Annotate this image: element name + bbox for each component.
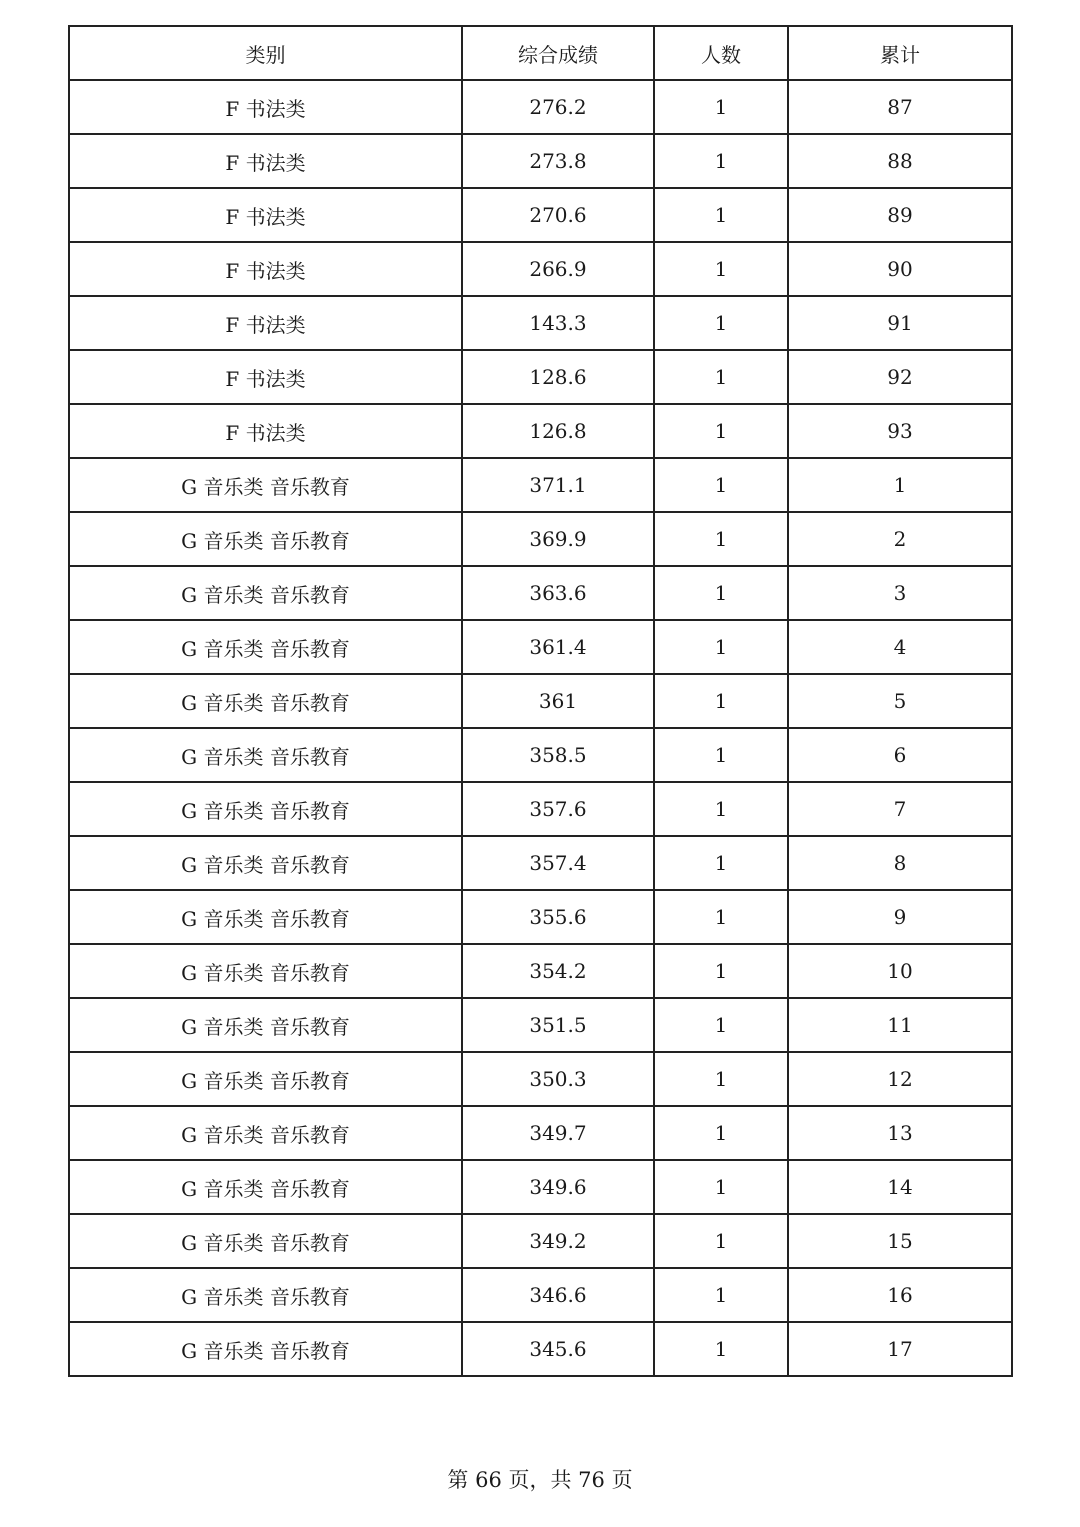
cell-count: 1 [654, 1160, 788, 1214]
cell-cumulative: 14 [788, 1160, 1012, 1214]
cell-cumulative: 87 [788, 80, 1012, 134]
cell-cumulative: 7 [788, 782, 1012, 836]
cell-category: G 音乐类 音乐教育 [69, 1322, 462, 1376]
cell-cumulative: 17 [788, 1322, 1012, 1376]
cell-cumulative: 13 [788, 1106, 1012, 1160]
table-row [69, 674, 1012, 728]
cell-category: F 书法类 [69, 296, 462, 350]
cell-count: 1 [654, 1268, 788, 1322]
table-row [69, 1106, 1012, 1160]
cell-count: 1 [654, 188, 788, 242]
cell-count: 1 [654, 1322, 788, 1376]
table-row [69, 620, 1012, 674]
cell-cumulative: 4 [788, 620, 1012, 674]
cell-cumulative: 9 [788, 890, 1012, 944]
cell-category: F 书法类 [69, 188, 462, 242]
table-header [69, 26, 1012, 80]
page-number: 第 66 页，共 76 页 [447, 1468, 633, 1492]
table-row [69, 134, 1012, 188]
cell-count: 1 [654, 944, 788, 998]
cell-cumulative: 3 [788, 566, 1012, 620]
cell-cumulative: 6 [788, 728, 1012, 782]
cell-count: 1 [654, 296, 788, 350]
table-row [69, 782, 1012, 836]
cell-cumulative: 90 [788, 242, 1012, 296]
cell-score: 143.3 [462, 296, 654, 350]
cell-score: 276.2 [462, 80, 654, 134]
cell-cumulative: 91 [788, 296, 1012, 350]
cell-count: 1 [654, 620, 788, 674]
cell-count: 1 [654, 1214, 788, 1268]
cell-count: 1 [654, 566, 788, 620]
cell-score: 349.7 [462, 1106, 654, 1160]
cell-category: G 音乐类 音乐教育 [69, 782, 462, 836]
table-row [69, 296, 1012, 350]
cell-category: G 音乐类 音乐教育 [69, 512, 462, 566]
cell-score: 346.6 [462, 1268, 654, 1322]
cell-cumulative: 88 [788, 134, 1012, 188]
table-row [69, 350, 1012, 404]
cell-cumulative: 2 [788, 512, 1012, 566]
cell-count: 1 [654, 512, 788, 566]
table-row [69, 404, 1012, 458]
cell-cumulative: 11 [788, 998, 1012, 1052]
score-table [68, 25, 1013, 1377]
table-row [69, 188, 1012, 242]
cell-count: 1 [654, 1052, 788, 1106]
cell-category: G 音乐类 音乐教育 [69, 1268, 462, 1322]
cell-score: 361 [462, 674, 654, 728]
cell-count: 1 [654, 890, 788, 944]
cell-score: 349.6 [462, 1160, 654, 1214]
cell-category: G 音乐类 音乐教育 [69, 458, 462, 512]
cell-score: 357.4 [462, 836, 654, 890]
cell-score: 350.3 [462, 1052, 654, 1106]
cell-count: 1 [654, 242, 788, 296]
cell-cumulative: 1 [788, 458, 1012, 512]
cell-score: 363.6 [462, 566, 654, 620]
cell-count: 1 [654, 134, 788, 188]
cell-cumulative: 89 [788, 188, 1012, 242]
cell-count: 1 [654, 350, 788, 404]
table-row [69, 1214, 1012, 1268]
cell-cumulative: 93 [788, 404, 1012, 458]
table-row [69, 728, 1012, 782]
cell-count: 1 [654, 1106, 788, 1160]
table-row [69, 80, 1012, 134]
cell-count: 1 [654, 80, 788, 134]
cell-count: 1 [654, 404, 788, 458]
cell-count: 1 [654, 674, 788, 728]
table-row [69, 1160, 1012, 1214]
cell-category: G 音乐类 音乐教育 [69, 1052, 462, 1106]
table-row [69, 242, 1012, 296]
cell-cumulative: 12 [788, 1052, 1012, 1106]
header-score: 综合成绩 [462, 26, 654, 80]
cell-count: 1 [654, 782, 788, 836]
cell-score: 345.6 [462, 1322, 654, 1376]
table-row [69, 836, 1012, 890]
cell-cumulative: 15 [788, 1214, 1012, 1268]
table-row [69, 1052, 1012, 1106]
table-body [69, 80, 1012, 1376]
cell-count: 1 [654, 458, 788, 512]
cell-category: G 音乐类 音乐教育 [69, 1214, 462, 1268]
cell-cumulative: 8 [788, 836, 1012, 890]
header-cumulative: 累计 [788, 26, 1012, 80]
header-category: 类别 [69, 26, 462, 80]
table-row [69, 1268, 1012, 1322]
cell-category: F 书法类 [69, 242, 462, 296]
cell-category: G 音乐类 音乐教育 [69, 728, 462, 782]
cell-category: G 音乐类 音乐教育 [69, 836, 462, 890]
header-row [69, 26, 1012, 80]
cell-category: G 音乐类 音乐教育 [69, 1160, 462, 1214]
cell-cumulative: 92 [788, 350, 1012, 404]
cell-category: F 书法类 [69, 350, 462, 404]
cell-category: G 音乐类 音乐教育 [69, 998, 462, 1052]
table-row [69, 566, 1012, 620]
cell-score: 266.9 [462, 242, 654, 296]
cell-category: G 音乐类 音乐教育 [69, 890, 462, 944]
table-row [69, 1322, 1012, 1376]
cell-cumulative: 16 [788, 1268, 1012, 1322]
cell-category: F 书法类 [69, 80, 462, 134]
cell-score: 357.6 [462, 782, 654, 836]
cell-score: 351.5 [462, 998, 654, 1052]
cell-score: 270.6 [462, 188, 654, 242]
table-row [69, 890, 1012, 944]
cell-score: 369.9 [462, 512, 654, 566]
cell-category: F 书法类 [69, 134, 462, 188]
cell-category: G 音乐类 音乐教育 [69, 1106, 462, 1160]
table-row [69, 512, 1012, 566]
cell-score: 361.4 [462, 620, 654, 674]
table-row [69, 998, 1012, 1052]
cell-category: G 音乐类 音乐教育 [69, 674, 462, 728]
cell-category: F 书法类 [69, 404, 462, 458]
cell-category: G 音乐类 音乐教育 [69, 620, 462, 674]
table-row [69, 458, 1012, 512]
cell-count: 1 [654, 728, 788, 782]
cell-cumulative: 10 [788, 944, 1012, 998]
cell-cumulative: 5 [788, 674, 1012, 728]
cell-score: 128.6 [462, 350, 654, 404]
header-count: 人数 [654, 26, 788, 80]
cell-score: 358.5 [462, 728, 654, 782]
cell-count: 1 [654, 836, 788, 890]
cell-category: G 音乐类 音乐教育 [69, 944, 462, 998]
cell-score: 126.8 [462, 404, 654, 458]
cell-score: 371.1 [462, 458, 654, 512]
cell-score: 354.2 [462, 944, 654, 998]
cell-count: 1 [654, 998, 788, 1052]
cell-score: 273.8 [462, 134, 654, 188]
cell-category: G 音乐类 音乐教育 [69, 566, 462, 620]
cell-score: 355.6 [462, 890, 654, 944]
table-row [69, 944, 1012, 998]
cell-score: 349.2 [462, 1214, 654, 1268]
